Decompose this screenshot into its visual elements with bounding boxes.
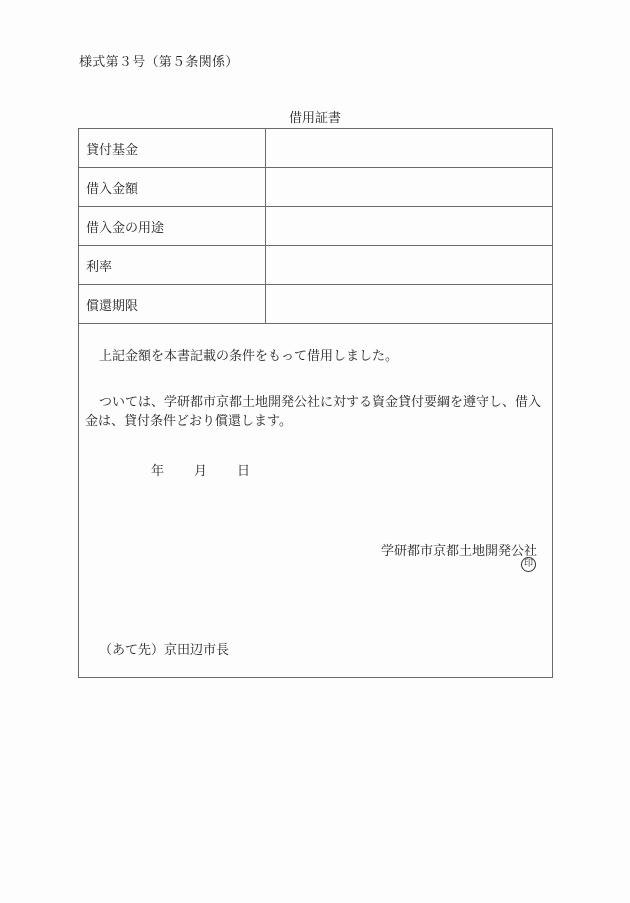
declaration-paragraph-1: 上記金額を本書記載の条件をもって借用しました。 <box>99 349 399 364</box>
title-text: 借用証書 <box>288 111 341 126</box>
loan-fields-table <box>78 128 553 324</box>
document-title <box>0 107 630 126</box>
field-value-purpose[interactable] <box>266 207 553 246</box>
declaration-paragraph-2: ついては、学研都市京都土地開発公社に対する資金貸付要綱を遵守し、借入金は、貸付条件どおり償還します。 <box>85 395 542 429</box>
field-value-repayment-deadline[interactable] <box>266 285 553 324</box>
field-label-repayment-deadline: 償還期限 <box>79 285 266 324</box>
addressee: （あて先）京田辺市長 <box>99 643 230 658</box>
date-year: 年 <box>151 464 165 479</box>
field-label-amount: 借入金額 <box>79 168 266 207</box>
table-row <box>79 129 553 168</box>
field-label-purpose: 借入金の用途 <box>79 207 266 246</box>
table-row <box>79 168 553 207</box>
field-value-interest-rate[interactable] <box>266 246 553 285</box>
field-label-fund: 貸付基金 <box>79 129 266 168</box>
form-number: 様式第３号（第５条関係） <box>79 55 239 70</box>
date-month: 月 <box>194 464 208 479</box>
field-label-interest-rate: 利率 <box>79 246 266 285</box>
date-day: 日 <box>237 464 251 479</box>
table-row <box>79 285 553 324</box>
field-value-amount[interactable] <box>266 168 553 207</box>
organization-name: 学研都市京都土地開発公社 <box>380 544 537 559</box>
table-row <box>79 207 553 246</box>
date-line <box>151 460 250 479</box>
field-value-fund[interactable] <box>266 129 553 168</box>
table-row <box>79 246 553 285</box>
declaration-box <box>78 322 553 678</box>
seal-icon: 印 <box>521 557 536 572</box>
